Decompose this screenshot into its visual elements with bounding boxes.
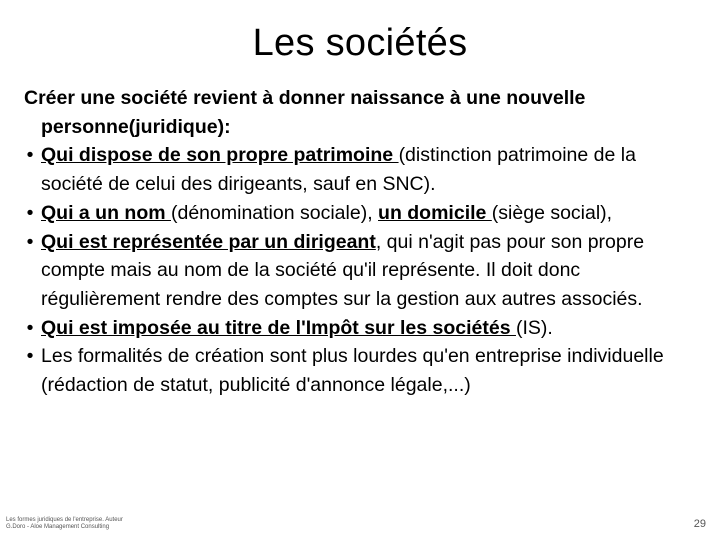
footer-line-2: G.Doro - Aloe Management Consulting: [6, 524, 110, 530]
bullet-emphasis-2: un domicile: [378, 201, 492, 224]
bullet-text: (distinction patrimoine de la société de celui des dirigeants, sauf en SNC).: [41, 144, 636, 196]
intro-text: Créer une société revient à donner naissance à une nouvelle personne(juridique):: [24, 87, 586, 138]
slide-body: [24, 84, 696, 400]
page-number: 29: [693, 518, 706, 530]
footer-line-1: Les formes juridiques de l'entreprise. Auteur: [6, 517, 123, 523]
bullet-emphasis: Qui a un nom: [41, 201, 171, 224]
bullet-dot-icon: •: [26, 345, 34, 368]
bullet-text: , qui n'agit pas pour son propre compte mais au nom de la société qu'il représente. Il doit donc régulièrement rendre des comptes sur la gestion aux autres associés.: [41, 230, 645, 310]
bullet-emphasis: Qui est imposée au titre de l'Impôt sur les sociétés: [41, 316, 516, 339]
bullet-list: [24, 141, 696, 399]
slide-title: Les sociétés: [252, 22, 468, 64]
bullet-item-formalites: [24, 342, 696, 399]
bullet-text-2: (siège social),: [491, 201, 613, 224]
bullet-text: Les formalités de création sont plus lourdes qu'en entreprise individuelle (rédaction de statut, publicité d'annonce légale,...): [41, 345, 664, 397]
bullet-item-impot: [24, 314, 696, 343]
bullet-emphasis: Qui est représentée par un dirigeant: [41, 230, 376, 253]
bullet-dot-icon: •: [26, 201, 34, 224]
bullet-emphasis: Qui dispose de son propre patrimoine: [41, 144, 399, 167]
bullet-dot-icon: •: [26, 144, 34, 167]
bullet-dot-icon: •: [26, 316, 34, 339]
bullet-item-dirigeant: [24, 228, 696, 314]
slide-footer: [6, 517, 146, 531]
bullet-item-patrimoine: [24, 141, 696, 198]
bullet-text: (dénomination sociale),: [171, 201, 379, 224]
bullet-item-nom: [24, 199, 696, 228]
bullet-dot-icon: •: [26, 230, 34, 253]
bullet-text: (IS).: [515, 316, 553, 339]
